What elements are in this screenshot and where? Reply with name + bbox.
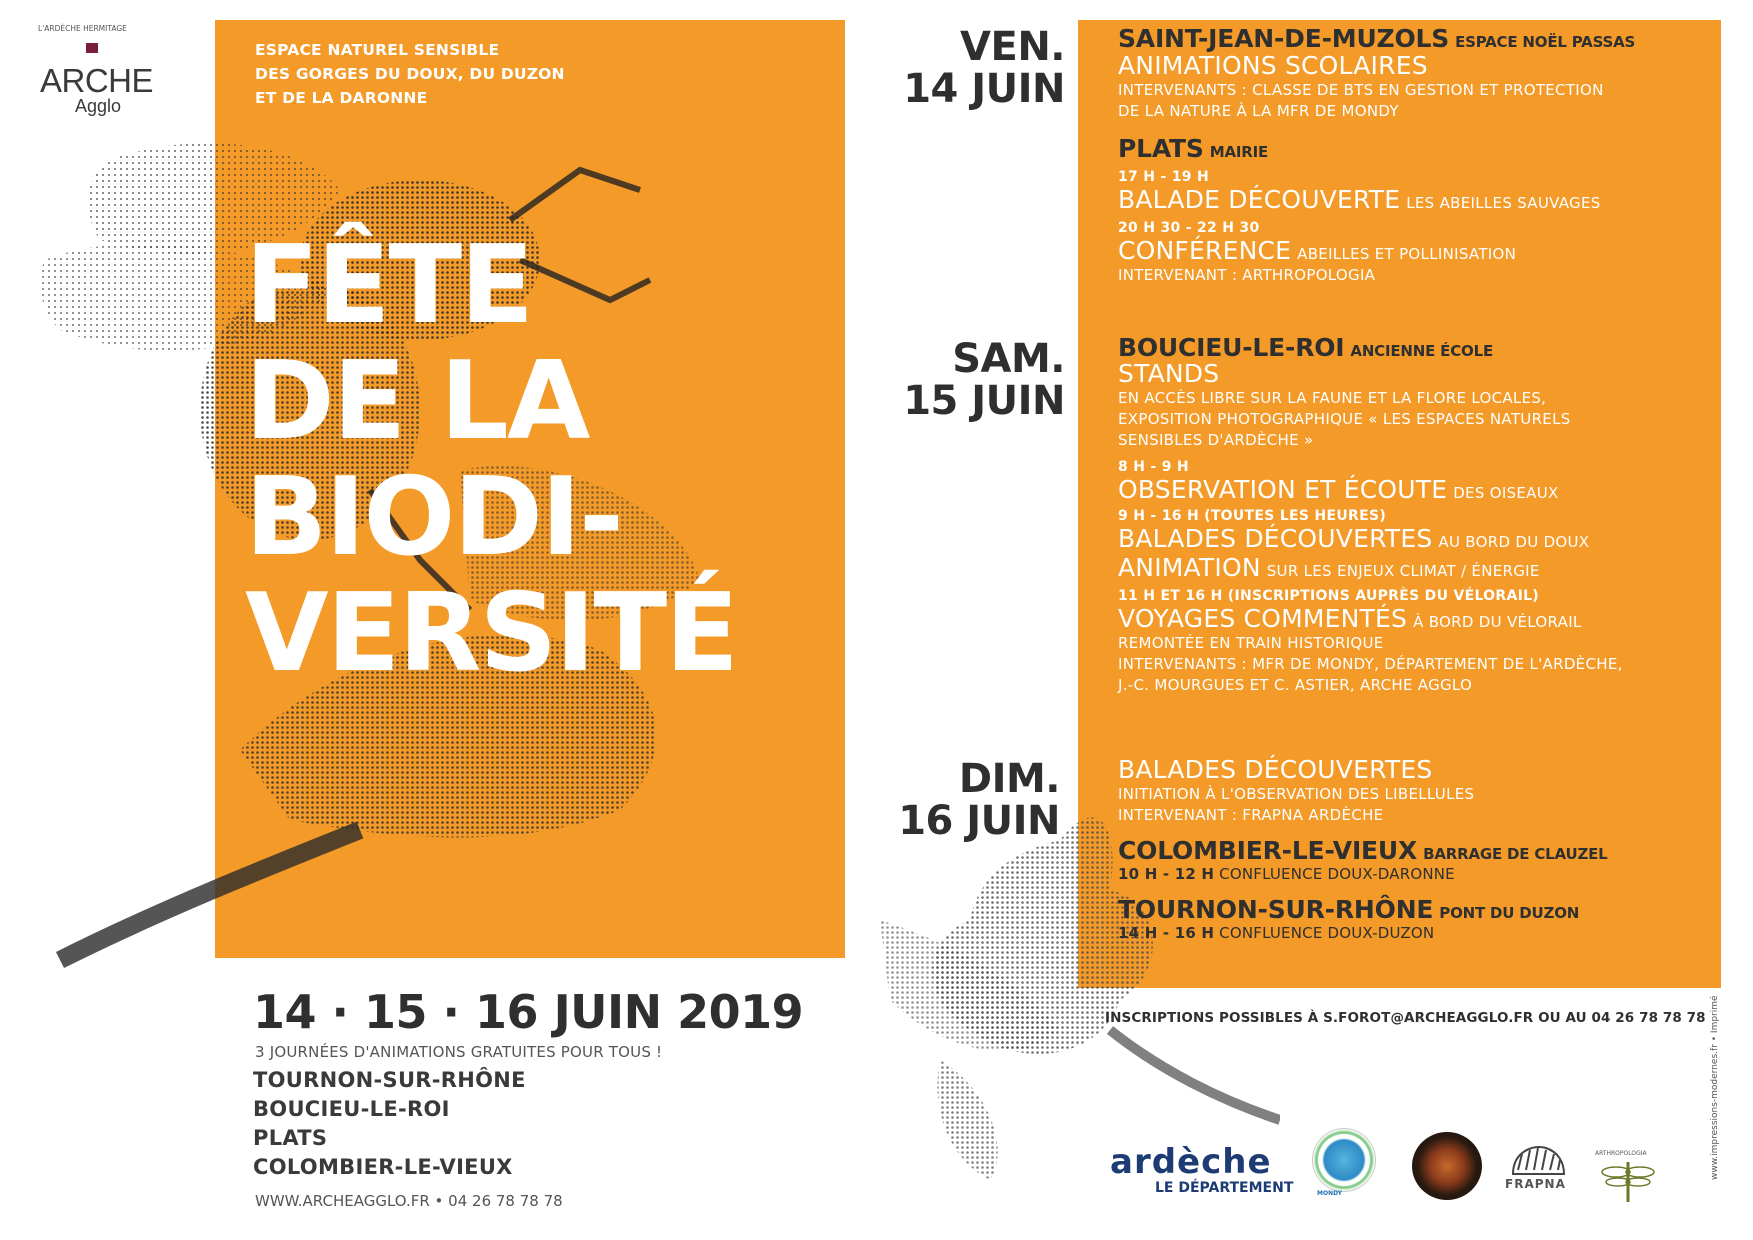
town-item: PLATS	[253, 1126, 328, 1150]
activity-detail: J.-C. MOURGUES ET C. ASTIER, ARCHE AGGLO	[1118, 676, 1473, 694]
arthropologia-logo-text: ARTHROPOLOGIA	[1595, 1150, 1647, 1157]
venue: TOURNON-SUR-RHÔNE PONT DU DUZON	[1118, 895, 1580, 924]
flower-stem-right	[1110, 1030, 1280, 1120]
saturday-program	[1118, 333, 1718, 696]
sunday-program	[1118, 755, 1718, 942]
activity-title: ANIMATIONS SCOLAIRES	[1118, 51, 1428, 80]
inscriptions-info: INSCRIPTIONS POSSIBLES À S.FOROT@ARCHEAGGLO.FR OU AU 04 26 78 78 78	[1105, 1010, 1706, 1026]
town-item: BOUCIEU-LE-ROI	[253, 1097, 450, 1121]
activity-detail: INTERVENANTS : CLASSE DE BTS EN GESTION ET PROTECTION	[1118, 81, 1604, 99]
time-slot: 9 H - 16 H (TOUTES LES HEURES)	[1118, 508, 1387, 524]
partner-round-logo	[1412, 1132, 1482, 1200]
activity-detail: INTERVENANTS : MFR DE MONDY, DÉPARTEMENT DE L'ARDÈCHE,	[1118, 655, 1623, 673]
time-slot: 10 H - 12 H CONFLUENCE DOUX-DARONNE	[1118, 865, 1455, 883]
activity-detail: INTERVENANT : FRAPNA ARDÈCHE	[1118, 806, 1384, 824]
ardeche-department-sub: LE DÉPARTEMENT	[1155, 1180, 1294, 1196]
title-line: BIODI-	[245, 455, 622, 580]
activity-title: VOYAGES COMMENTÉS À BORD DU VÉLORAIL	[1118, 604, 1582, 633]
arche-agglo-logo: ARCHE	[40, 62, 154, 99]
venue: COLOMBIER-LE-VIEUX BARRAGE DE CLAUZEL	[1118, 836, 1608, 865]
time-slot: 20 H 30 - 22 H 30	[1118, 220, 1260, 236]
day-friday: VEN. 14 JUIN	[903, 24, 1065, 112]
activity-detail: INTERVENANT : ARTHROPOLOGIA	[1118, 266, 1376, 284]
flower-stem	[60, 830, 360, 960]
time-slot: 8 H - 9 H	[1118, 459, 1189, 475]
frapna-logo: FRAPNA	[1505, 1177, 1566, 1191]
town-item: TOURNON-SUR-RHÔNE	[253, 1068, 526, 1092]
friday-program	[1118, 24, 1718, 286]
activity-detail: INITIATION À L'OBSERVATION DES LIBELLULES	[1118, 785, 1475, 803]
activity-detail: EN ACCÈS LIBRE SUR LA FAUNE ET LA FLORE LOCALES,	[1118, 389, 1547, 407]
activity-detail: EXPOSITION PHOTOGRAPHIQUE « LES ESPACES NATURELS	[1118, 410, 1571, 428]
ardeche-department-logo: ardèche	[1110, 1142, 1272, 1182]
printer-credit: www.impressions-modernes.fr • Imprimé	[1710, 995, 1720, 1180]
mondy-logo-text: MONDY	[1317, 1190, 1342, 1197]
event-dates: 14 · 15 · 16 JUIN 2019	[253, 985, 804, 1039]
poster-title	[245, 223, 737, 696]
activity-detail: DE LA NATURE À LA MFR DE MONDY	[1118, 102, 1399, 120]
mondy-logo	[1312, 1128, 1376, 1192]
activity-title: BALADES DÉCOUVERTES	[1118, 755, 1433, 784]
title-line: VERSITÉ	[245, 571, 737, 696]
activity-title: ANIMATION SUR LES ENJEUX CLIMAT / ÉNERGIE	[1118, 553, 1540, 582]
town-item: COLOMBIER-LE-VIEUX	[253, 1155, 513, 1179]
venue: PLATS MAIRIE	[1118, 134, 1269, 163]
dragonfly-icon	[1598, 1160, 1658, 1204]
time-slot: 11 H ET 16 H (INSCRIPTIONS AUPRÈS DU VÉLORAIL)	[1118, 588, 1540, 604]
activity-title: OBSERVATION ET ÉCOUTE DES OISEAUX	[1118, 475, 1559, 504]
activity-title: BALADE DÉCOUVERTE LES ABEILLES SAUVAGES	[1118, 185, 1601, 214]
activity-title: BALADES DÉCOUVERTES AU BORD DU DOUX	[1118, 524, 1590, 553]
arche-agglo-sub: Agglo	[75, 96, 122, 116]
website-link[interactable]: WWW.ARCHEAGGLO.FR • 04 26 78 78 78	[255, 1192, 563, 1210]
arche-top-text: L'ARDÈCHE HERMITAGE	[38, 24, 127, 33]
organizer-text: ESPACE NATUREL SENSIBLE DES GORGES DU DOUX, DU DUZON ET DE LA DARONNE	[255, 41, 565, 107]
activity-detail: REMONTÉE EN TRAIN HISTORIQUE	[1118, 634, 1384, 652]
towns-list	[253, 1066, 526, 1182]
venue: SAINT-JEAN-DE-MUZOLS ESPACE NOËL PASSAS	[1118, 24, 1636, 53]
activity-title: CONFÉRENCE ABEILLES ET POLLINISATION	[1118, 236, 1517, 265]
activity-detail: SENSIBLES D'ARDÈCHE »	[1118, 431, 1314, 449]
hedgehog-icon	[1508, 1140, 1568, 1178]
time-slot: 14 H - 16 H CONFLUENCE DOUX-DUZON	[1118, 924, 1435, 942]
arche-logo-mark	[86, 43, 98, 53]
activity-title: STANDS	[1118, 359, 1220, 388]
title-line: DE LA	[245, 339, 589, 464]
event-subtitle: 3 JOURNÉES D'ANIMATIONS GRATUITES POUR TOUS !	[255, 1043, 663, 1061]
day-sunday: DIM. 16 JUIN	[898, 756, 1060, 844]
flower-bud	[937, 1060, 997, 1180]
day-saturday: SAM. 15 JUIN	[903, 336, 1065, 424]
time-slot: 17 H - 19 H	[1118, 169, 1210, 185]
venue: BOUCIEU-LE-ROI ANCIENNE ÉCOLE	[1118, 333, 1493, 362]
title-line: FÊTE	[245, 223, 532, 348]
